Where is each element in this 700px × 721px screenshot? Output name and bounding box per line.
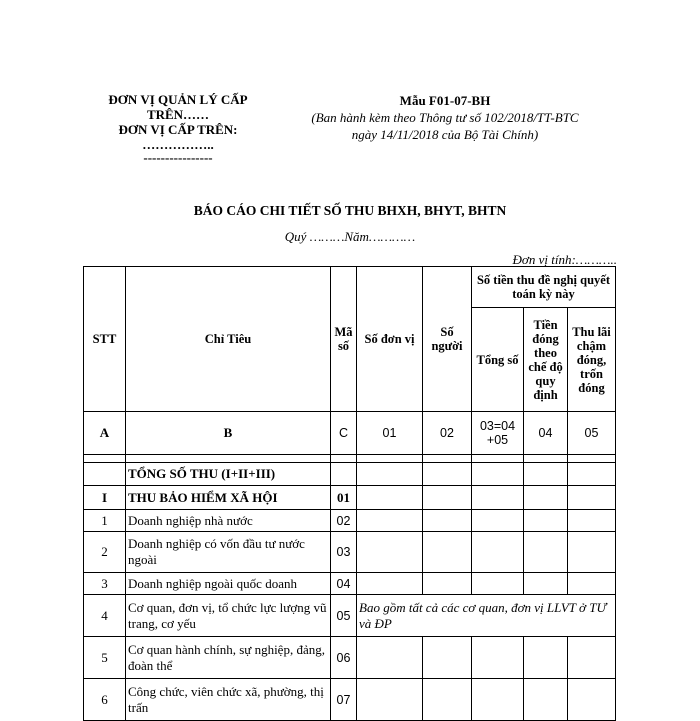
revenue-report-table xyxy=(83,266,616,721)
form-code: Mẫu F01-07-BH xyxy=(399,93,491,108)
col-group-amount: Số tiền thu đề nghị quyết toán kỳ này xyxy=(472,267,616,308)
row-label: TỔNG SỐ THU (I+II+III) xyxy=(126,463,331,486)
table-row xyxy=(84,510,616,532)
form-code-header xyxy=(280,92,610,143)
col-tong-so: Tổng số xyxy=(472,308,524,412)
row-stt: 4 xyxy=(84,595,126,637)
row-label: THU BẢO HIỂM XÃ HỘI xyxy=(126,486,331,510)
table-row xyxy=(84,532,616,573)
row-label: Doanh nghiệp nhà nước xyxy=(126,510,331,532)
row-code: 06 xyxy=(331,637,357,679)
code-cell: B xyxy=(126,412,331,455)
row-label: Cơ quan hành chính, sự nghiệp, đảng, đoàn thể xyxy=(126,637,331,679)
code-cell: A xyxy=(84,412,126,455)
table-row xyxy=(84,463,616,486)
row-stt: 2 xyxy=(84,532,126,573)
col-so-nguoi: Số người xyxy=(423,267,472,412)
code-cell: 03=04 +05 xyxy=(472,412,524,455)
row-stt: 5 xyxy=(84,637,126,679)
row-code: 07 xyxy=(331,679,357,721)
row-stt: I xyxy=(84,486,126,510)
row-code: 03 xyxy=(331,532,357,573)
header-divider: ---------------- xyxy=(143,150,213,165)
table-row xyxy=(84,595,616,637)
row-code: 04 xyxy=(331,573,357,595)
col-thu-lai: Thu lãi chậm đóng, trốn đóng xyxy=(568,308,616,412)
form-legal-note-2: ngày 14/11/2018 của Bộ Tài Chính) xyxy=(351,127,539,142)
code-cell: 04 xyxy=(524,412,568,455)
col-tien-dong: Tiền đóng theo chế độ quy định xyxy=(524,308,568,412)
row-stt xyxy=(84,463,126,486)
table-row xyxy=(84,486,616,510)
row-stt: 6 xyxy=(84,679,126,721)
unit-of-measure: Đơn vị tính:……….. xyxy=(512,252,617,267)
row-stt: 1 xyxy=(84,510,126,532)
code-cell: C xyxy=(331,412,357,455)
row-code xyxy=(331,463,357,486)
table-code-row xyxy=(84,412,616,455)
unit-name-placeholder: …………….. xyxy=(142,137,214,152)
row-note: Bao gồm tất cả các cơ quan, đơn vị LLVT ở TƯ và ĐP xyxy=(357,595,616,637)
report-period: Quý ………Năm………… xyxy=(284,229,416,244)
col-ma-so: Mã số xyxy=(331,267,357,412)
row-code: 05 xyxy=(331,595,357,637)
parent-unit-line: ĐƠN VỊ QUẢN LÝ CẤP TRÊN…… xyxy=(108,92,248,122)
table-row xyxy=(84,573,616,595)
row-code: 01 xyxy=(331,486,357,510)
code-cell: 02 xyxy=(423,412,472,455)
form-legal-note-1: (Ban hành kèm theo Thông tư số 102/2018/TT-BTC xyxy=(311,110,579,125)
table-header-row xyxy=(84,267,616,308)
row-label: Cơ quan, đơn vị, tổ chức lực lượng vũ trang, cơ yếu xyxy=(126,595,331,637)
code-cell: 01 xyxy=(357,412,423,455)
report-title: BÁO CÁO CHI TIẾT SỐ THU BHXH, BHYT, BHTN xyxy=(193,203,507,218)
row-stt: 3 xyxy=(84,573,126,595)
code-cell: 05 xyxy=(568,412,616,455)
superior-unit-line: ĐƠN VỊ CẤP TRÊN: xyxy=(118,122,238,137)
col-chi-tieu: Chỉ Tiêu xyxy=(126,267,331,412)
spacer-row xyxy=(84,455,616,463)
col-so-don-vi: Số đơn vị xyxy=(357,267,423,412)
row-label: Công chức, viên chức xã, phường, thị trấn xyxy=(126,679,331,721)
row-label: Doanh nghiệp ngoài quốc doanh xyxy=(126,573,331,595)
table-row xyxy=(84,637,616,679)
row-code: 02 xyxy=(331,510,357,532)
col-stt: STT xyxy=(84,267,126,412)
issuing-unit-header xyxy=(88,92,268,164)
row-label: Doanh nghiệp có vốn đầu tư nước ngoài xyxy=(126,532,331,573)
